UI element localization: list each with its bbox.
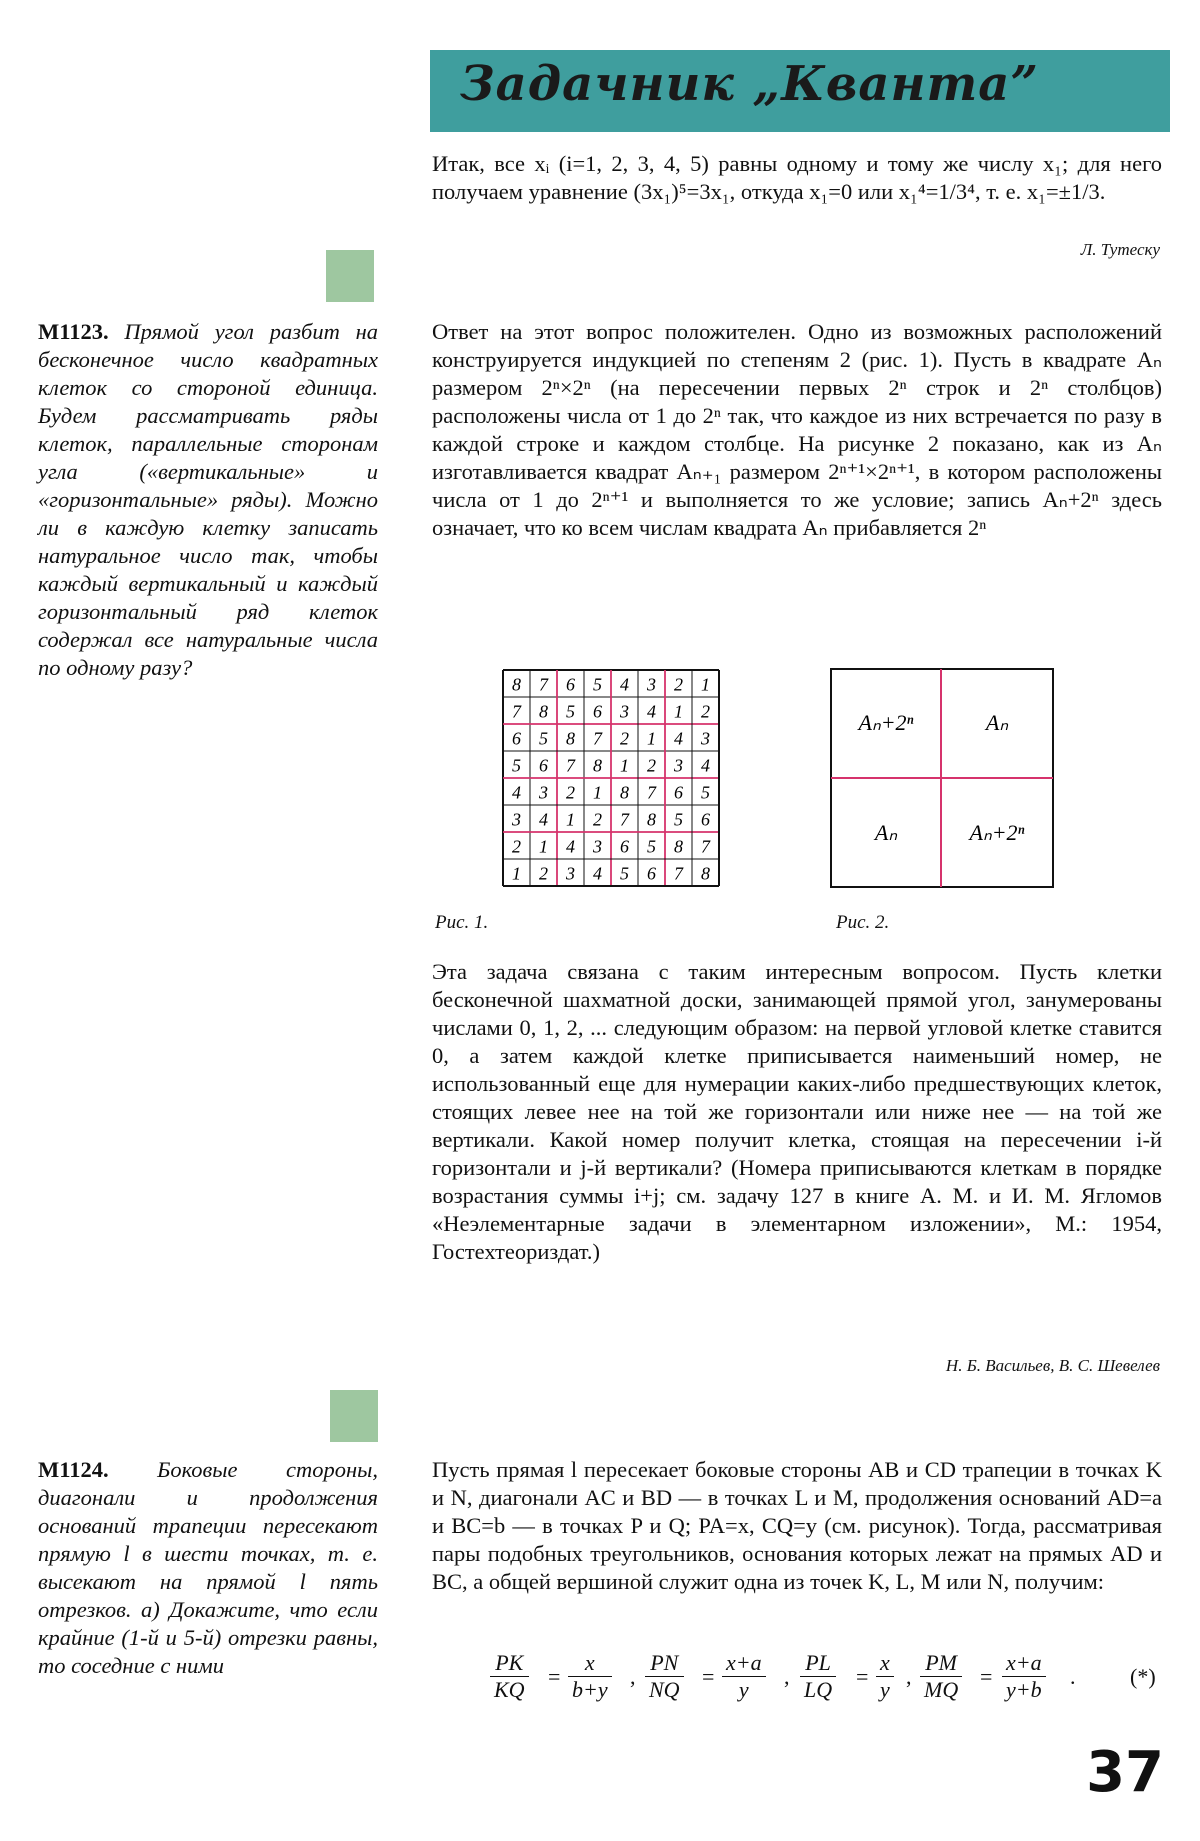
grid-cell-value: 7 xyxy=(701,836,710,857)
grid-cell-value: 3 xyxy=(701,728,710,749)
grid-cell-value: 1 xyxy=(620,755,629,776)
grid-cell-value: 4 xyxy=(539,809,548,830)
grid-cell-value: 2 xyxy=(566,782,575,803)
grid-cell-value: 7 xyxy=(674,863,683,884)
grid-cell-value: 5 xyxy=(674,809,683,830)
frac-pn-nq: $\frac{PN}{NQ}$ xyxy=(645,1650,684,1703)
header-title: Задачник „Кванта” xyxy=(460,56,1039,112)
grid-cell-value: 5 xyxy=(593,674,602,695)
frac-x-y: $\frac{x}{y}$ xyxy=(876,1650,894,1703)
grid-cell-value: 6 xyxy=(701,809,710,830)
grid-cell-value: 5 xyxy=(647,836,656,857)
grid-cell-value: 8 xyxy=(647,809,656,830)
fig2-bottom-left: Aₙ xyxy=(874,820,898,845)
m1124-solution: Пусть прямая l пересекает боковые стороны AB и CD трапеции в точках K и N, диагонали AC и BD — в точках L и M, продолжения оснований AD=a и BC=b — в точках P и Q; PA=x, CQ=y (см. рисунок). Тогда, рассматривая пары подобных треугольников, основания которых лежат на прямых AD и BC, а общей вершиной служит одна из точек K, L, M или N, получим: xyxy=(432,1457,1162,1594)
grid-cell-value: 6 xyxy=(539,755,548,776)
grid-cell-value: 1 xyxy=(674,701,683,722)
grid-cell-value: 8 xyxy=(674,836,683,857)
intro-author: Л. Тутеску xyxy=(1080,240,1160,259)
grid-cell-value: 2 xyxy=(593,809,602,830)
grid-cell-value: 3 xyxy=(539,782,548,803)
grid-cell-value: 7 xyxy=(593,728,602,749)
equals-sign: = xyxy=(856,1664,869,1689)
grid-cell-value: 4 xyxy=(674,728,683,749)
grid-cell-value: 3 xyxy=(512,809,521,830)
m1124-problem xyxy=(38,1456,378,1680)
equals-sign: = xyxy=(980,1664,993,1689)
m1123-answer: Ответ на этот вопрос положителен. Одно из возможных расположений конструируется индукцией по степеням 2 (рис. 1). Пусть в квадрате Aₙ размером 2ⁿ×2ⁿ (на пересечении первых 2ⁿ строк и 2ⁿ столбцов) расположены числа от 1 до 2ⁿ так, что каждое из них встречается по разу в каждой строке и каждом столбце. На рисунке 2 показано, как из Aₙ изготавливается квадрат Aₙ₊₁ размером 2ⁿ⁺¹×2ⁿ⁺¹, в котором расположены числа от 1 до 2ⁿ⁺¹ и выполняется то же условие; запись Aₙ+2ⁿ здесь означает, что ко всем числам квадрата Aₙ прибавляется 2ⁿ xyxy=(432,319,1162,540)
grid-lines xyxy=(503,670,719,886)
grid-cell-value: 6 xyxy=(647,863,656,884)
period: . xyxy=(1070,1664,1076,1689)
grid-cell-value: 2 xyxy=(674,674,683,695)
grid-cell-value: 4 xyxy=(647,701,656,722)
grid-cell-value: 7 xyxy=(620,809,629,830)
grid-cell-value: 7 xyxy=(539,674,548,695)
grid-cell-value: 3 xyxy=(566,863,575,884)
m1124-label: М1124. xyxy=(38,1457,109,1482)
frac-xa-yb: $\frac{x+a}{y+b}$ xyxy=(1002,1650,1046,1703)
grid-cell-value: 1 xyxy=(593,782,602,803)
formula-tag: (*) xyxy=(1130,1664,1156,1689)
formula-star xyxy=(490,1650,1190,1710)
grid-cell-value: 7 xyxy=(512,701,521,722)
grid-cell-value: 7 xyxy=(647,782,656,803)
grid-cell-value: 1 xyxy=(566,809,575,830)
grid-cell-value: 1 xyxy=(512,863,521,884)
frac-pk-kq: $\frac{PK}{KQ}$ xyxy=(490,1650,529,1703)
grid-cell-value: 8 xyxy=(512,674,521,695)
m1123-label: М1123. xyxy=(38,319,109,344)
header-banner xyxy=(430,50,1170,132)
grid-cell-value: 1 xyxy=(539,836,548,857)
fig2-diagram xyxy=(830,668,1054,888)
m1124-problem-text: Боковые стороны, диагонали и продолжения оснований трапеции пересекают прямую l в шести точках, т. е. высекают на прямой l пять отрезков. а) Докажите, что если крайние (1-й и 5-й) отрезки равны, то соседние с ними xyxy=(38,1457,378,1678)
grid-cell-value: 5 xyxy=(701,782,710,803)
grid-cell-value: 3 xyxy=(620,701,629,722)
grid-cell-value: 1 xyxy=(701,674,710,695)
grid-cell-value: 5 xyxy=(539,728,548,749)
frac-pl-lq: $\frac{PL}{LQ}$ xyxy=(800,1650,836,1703)
fig2-top-left: Aₙ+2ⁿ xyxy=(858,710,914,735)
grid-cell-value: 4 xyxy=(566,836,575,857)
fig1-grid xyxy=(501,668,721,888)
grid-cell-value: 1 xyxy=(647,728,656,749)
section-marker-2 xyxy=(330,1390,378,1442)
grid-cell-value: 7 xyxy=(566,755,575,776)
m1123-problem-text: Прямой угол разбит на бесконечное число квадратных клеток со стороной единица. Будем рассматривать ряды клеток, параллельные сторонам угла («вертикальные» и «горизонтальные» ряды). Можно ли в каждую клетку записать натуральное число так, чтобы каждый вертикальный и каждый горизонтальный ряд клеток содержал все натуральные числа по одному разу? xyxy=(38,319,379,680)
comma: , xyxy=(630,1664,636,1689)
grid-cell-value: 2 xyxy=(620,728,629,749)
grid-cell-value: 4 xyxy=(620,674,629,695)
grid-cell-value: 3 xyxy=(674,755,683,776)
grid-cell-value: 5 xyxy=(512,755,521,776)
grid-cell-value: 8 xyxy=(593,755,602,776)
fig2-top-right: Aₙ xyxy=(985,710,1009,735)
grid-cell-value: 8 xyxy=(539,701,548,722)
comma: , xyxy=(784,1664,790,1689)
equals-sign: = xyxy=(548,1664,561,1689)
equals-sign: = xyxy=(702,1664,715,1689)
grid-cell-value: 8 xyxy=(620,782,629,803)
grid-cell-value: 3 xyxy=(593,836,602,857)
grid-cell-value: 3 xyxy=(647,674,656,695)
frac-pm-mq: $\frac{PM}{MQ}$ xyxy=(920,1650,962,1703)
fig2-caption: Рис. 2. xyxy=(836,912,890,933)
grid-cell-value: 6 xyxy=(620,836,629,857)
m1123-authors: Н. Б. Васильев, В. С. Шевелев xyxy=(945,1356,1160,1375)
grid-cell-value: 2 xyxy=(647,755,656,776)
grid-cell-value: 6 xyxy=(566,674,575,695)
intro-text: Итак, все xᵢ (i=1, 2, 3, 4, 5) равны одному и тому же числу x₁; для него получаем уравнение (3x₁)⁵=3x₁, откуда x₁=0 или x₁⁴=1/3⁴, т. е. x₁=±1/3. xyxy=(432,151,1162,204)
grid-cell-value: 8 xyxy=(566,728,575,749)
grid-cell-value: 5 xyxy=(620,863,629,884)
page-number: 37 xyxy=(1086,1740,1164,1805)
grid-cell-value: 4 xyxy=(701,755,710,776)
fig2-bottom-right: Aₙ+2ⁿ xyxy=(969,820,1025,845)
grid-cell-value: 6 xyxy=(512,728,521,749)
grid-cell-value: 5 xyxy=(566,701,575,722)
fig1-caption: Рис. 1. xyxy=(435,912,489,933)
grid-cell-value: 4 xyxy=(593,863,602,884)
grid-cell-value: 2 xyxy=(512,836,521,857)
grid-cell-value: 8 xyxy=(701,863,710,884)
section-marker xyxy=(326,250,374,302)
m1123-followup: Эта задача связана с таким интересным вопросом. Пусть клетки бесконечной шахматной доски, занимающей прямой угол, занумерованы числами 0, 1, 2, ... следующим образом: на первой угловой клетке ставится 0, а затем каждой клетке приписывается наименьший номер, не использованный еще для нумерации каких-либо предшествующих клеток, стоящих левее нее на той же горизонтали или ниже нее — на той же вертикали. Какой номер получит клетка, стоящая на пересечении i-й горизонтали и j-й вертикали? (Номера приписываются клеткам в порядке возрастания суммы i+j; см. задачу 127 в книге А. М. и И. М. Ягломов «Неэлементарные задачи в элементарном изложении», М.: 1954, Гостехтеориздат.) xyxy=(432,959,1162,1264)
grid-cell-value: 6 xyxy=(593,701,602,722)
frac-x-by: $\frac{x}{b+y}$ xyxy=(568,1650,612,1703)
m1123-problem xyxy=(38,318,378,682)
frac-xa-y: $\frac{x+a}{y}$ xyxy=(722,1650,766,1703)
grid-cell-value: 2 xyxy=(539,863,548,884)
comma: , xyxy=(906,1664,912,1689)
grid-cell-value: 2 xyxy=(701,701,710,722)
grid-cell-value: 6 xyxy=(674,782,683,803)
grid-cell-value: 4 xyxy=(512,782,521,803)
